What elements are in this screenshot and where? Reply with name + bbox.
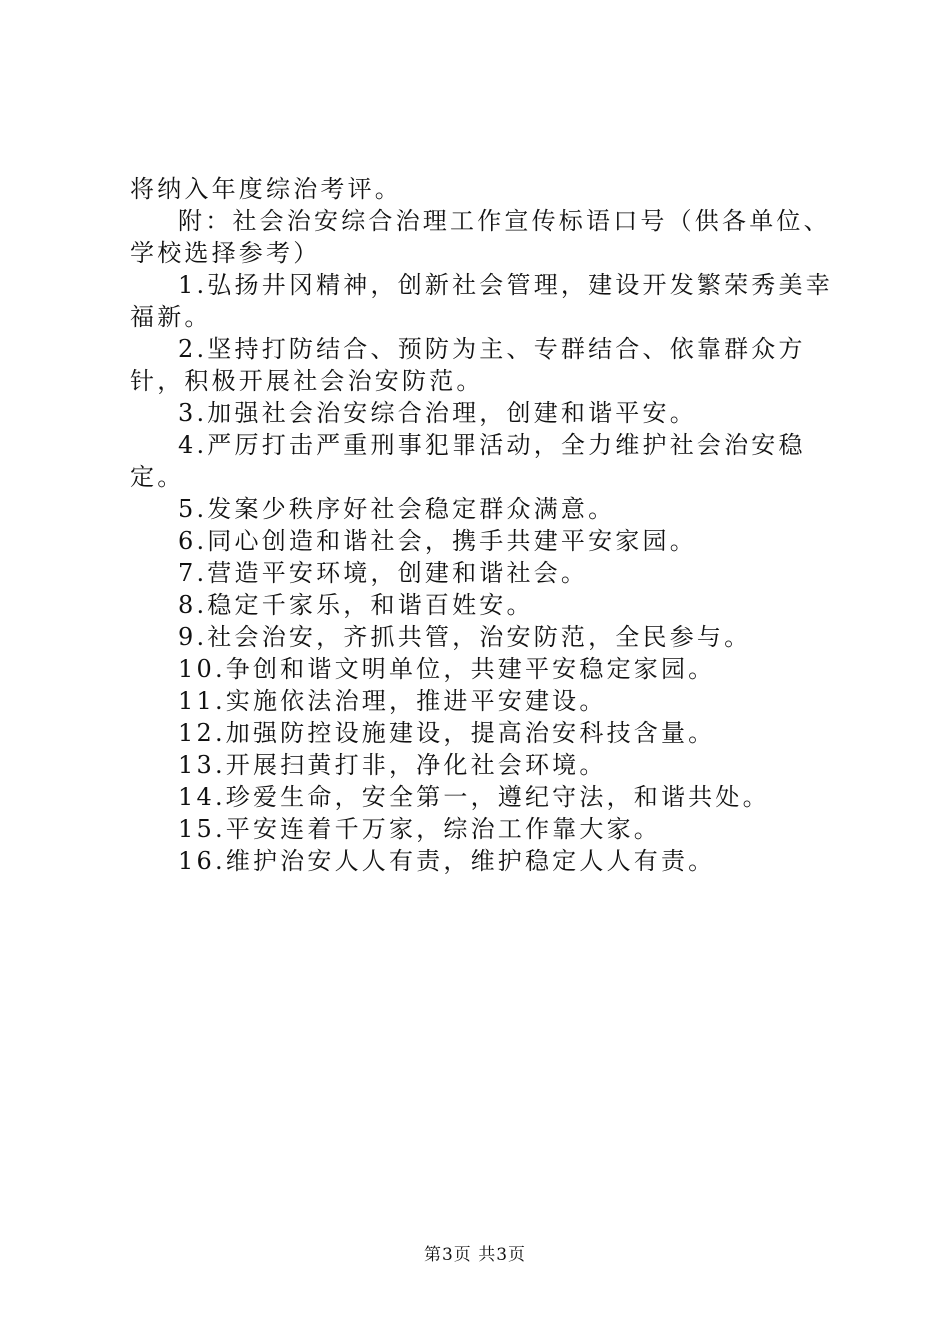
slogan-item: 9.社会治安，齐抓共管，治安防范，全民参与。 bbox=[178, 623, 752, 651]
slogan-item: 8.稳定千家乐，和谐百姓安。 bbox=[178, 591, 534, 619]
slogan-item: 7.营造平安环境，创建和谐社会。 bbox=[178, 559, 589, 587]
slogan-item: 16.维护治安人人有责，维护稳定人人有责。 bbox=[178, 847, 716, 875]
slogan-item: 12.加强防控设施建设，提高治安科技含量。 bbox=[178, 719, 716, 747]
page-number: 第3页 共3页 bbox=[423, 1245, 527, 1265]
slogan-item: 1.弘扬井冈精神，创新社会管理，建设开发繁荣秀美幸福新。 bbox=[130, 271, 833, 331]
slogan-item: 13.开展扫黄打非，净化社会环境。 bbox=[178, 751, 607, 779]
slogan-item: 14.珍爱生命，安全第一，遵纪守法，和谐共处。 bbox=[178, 783, 770, 811]
slogan-list bbox=[130, 269, 835, 877]
slogan-item: 2.坚持打防结合、预防为主、专群结合、依靠群众方针，积极开展社会治安防范。 bbox=[130, 335, 806, 395]
document-body bbox=[130, 173, 835, 877]
slogan-item: 6.同心创造和谐社会，携手共建平安家园。 bbox=[178, 527, 697, 555]
slogan-item: 4.严厉打击严重刑事犯罪活动，全力维护社会治安稳定。 bbox=[130, 431, 806, 491]
intro-line: 将纳入年度综治考评。 bbox=[130, 175, 402, 203]
slogan-item: 15.平安连着千万家，综治工作靠大家。 bbox=[178, 815, 661, 843]
slogan-item: 5.发案少秩序好社会稳定群众满意。 bbox=[178, 495, 616, 523]
appendix-heading: 附：社会治安综合治理工作宣传标语口号（供各单位、学校选择参考） bbox=[130, 207, 831, 267]
slogan-item: 11.实施依法治理，推进平安建设。 bbox=[178, 687, 607, 715]
slogan-item: 10.争创和谐文明单位，共建平安稳定家园。 bbox=[178, 655, 716, 683]
slogan-item: 3.加强社会治安综合治理，创建和谐平安。 bbox=[178, 399, 697, 427]
page-footer bbox=[0, 1240, 950, 1265]
